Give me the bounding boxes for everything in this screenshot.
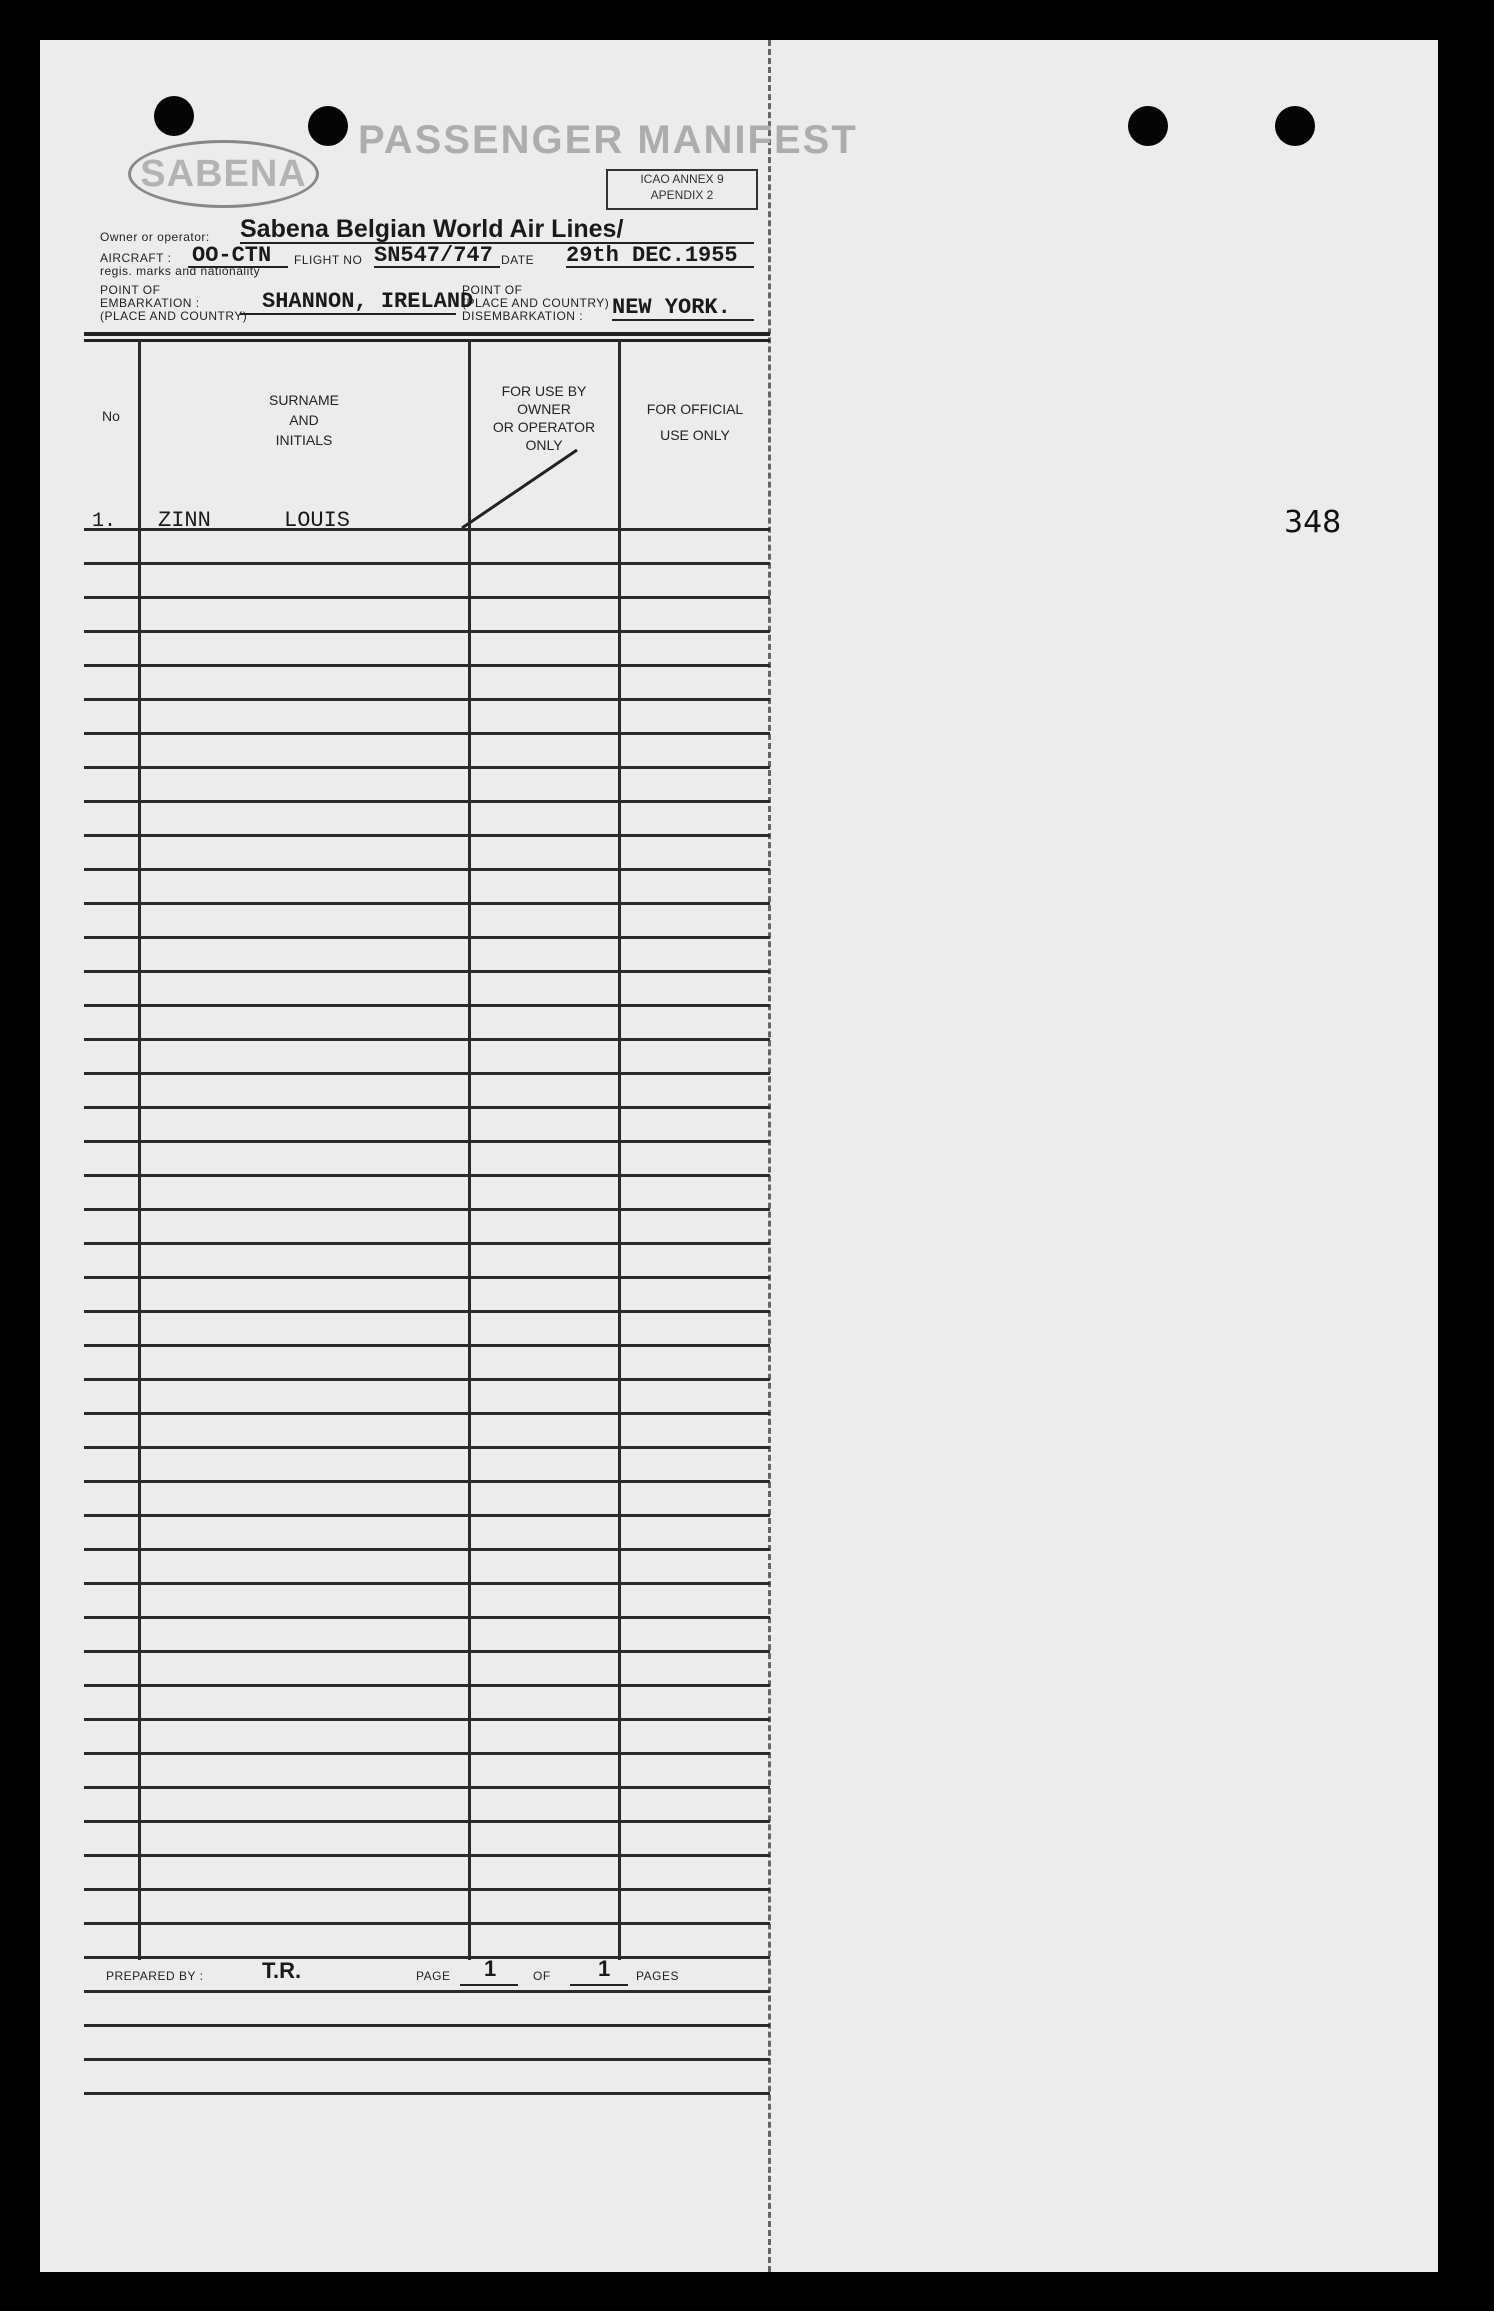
table-row-line — [84, 732, 770, 735]
table-row-line — [84, 834, 770, 837]
table-row-line — [84, 2092, 770, 2095]
header-text: ONLY — [525, 437, 563, 453]
table-row-line — [84, 596, 770, 599]
table-row-line — [84, 1174, 770, 1177]
pen-stroke — [40, 40, 780, 600]
disembark-label-2: (PLACE AND COUNTRY) — [462, 296, 610, 310]
disembark-value: NEW YORK. — [612, 295, 731, 320]
table-row-line — [84, 1854, 770, 1857]
table-row-line — [84, 1140, 770, 1143]
table-row-line — [84, 2024, 770, 2027]
table-row-line — [84, 1820, 770, 1823]
table-row-line — [84, 1480, 770, 1483]
table-row-line — [84, 1684, 770, 1687]
header-text: OR OPERATOR — [492, 419, 596, 435]
header-text: No — [102, 408, 120, 424]
table-row-line — [84, 800, 770, 803]
table-row-line — [84, 630, 770, 633]
header-text: INITIALS — [275, 432, 333, 448]
header-text: FOR OFFICIAL — [646, 401, 744, 417]
table-row-line — [84, 970, 770, 973]
table-row-line — [84, 1276, 770, 1279]
table-row-line — [84, 1956, 770, 1959]
of-underline — [570, 1984, 628, 1986]
table-row-line — [84, 1752, 770, 1755]
prepared-value: T.R. — [262, 1958, 302, 1983]
icao-line: ICAO ANNEX 9 — [640, 172, 724, 186]
table-row-line — [84, 1616, 770, 1619]
embark-value: SHANNON, IRELAND — [262, 289, 474, 314]
header-text: FOR USE BY — [501, 383, 587, 399]
flight-value: SN547/747 — [374, 243, 493, 268]
page-number-stamp: 348 — [1284, 505, 1342, 540]
header-text: SURNAME — [268, 392, 339, 408]
embark-label-2: EMBARKATION : — [100, 296, 200, 310]
header-text: USE ONLY — [660, 427, 730, 443]
owner-label: Owner or operator: — [100, 230, 210, 244]
passenger-no: 1. — [92, 510, 117, 533]
table-row-line — [84, 664, 770, 667]
table-row-line — [84, 868, 770, 871]
table-row-line — [84, 562, 770, 565]
owner-value: Sabena Belgian World Air Lines/ — [240, 215, 624, 243]
table-row-line — [84, 936, 770, 939]
table-row-line — [84, 698, 770, 701]
table-row-line — [84, 1990, 770, 1993]
embark-label-1: POINT OF — [100, 283, 161, 297]
table-row-line — [84, 1378, 770, 1381]
date-label: DATE — [501, 253, 535, 267]
disembark-label-1: POINT OF — [462, 283, 523, 297]
aircraft-sublabel: regis. marks and nationality — [100, 264, 261, 278]
aircraft-value: OO-CTN — [192, 243, 272, 268]
table-row-line — [84, 1038, 770, 1041]
disembark-label-3: DISEMBARKATION : — [462, 309, 584, 323]
header-text: AND — [289, 412, 319, 428]
page-label: PAGE — [416, 1969, 451, 1983]
passenger-surname: ZINN — [158, 508, 211, 533]
table-row-line — [84, 902, 770, 905]
page-underline — [460, 1984, 518, 1986]
table-row-line — [84, 2058, 770, 2061]
table-row-line — [84, 1412, 770, 1415]
icao-line: APENDIX 2 — [650, 188, 714, 202]
table-row-line — [84, 528, 770, 531]
table-row-line — [84, 1888, 770, 1891]
table-row-line — [84, 1582, 770, 1585]
logo-text: SABENA — [140, 152, 307, 195]
aircraft-label: AIRCRAFT : — [100, 251, 172, 265]
table-row-line — [84, 1514, 770, 1517]
table-row-line — [84, 1310, 770, 1313]
embark-label-3: (PLACE AND COUNTRY) — [100, 309, 248, 323]
table-row-line — [84, 1650, 770, 1653]
manifest-paper — [40, 40, 1438, 2272]
table-row-line — [84, 1786, 770, 1789]
of-label: OF — [533, 1969, 551, 1983]
prepared-label: PREPARED BY : — [106, 1969, 204, 1983]
punch-hole — [1128, 106, 1168, 146]
table-row-line — [84, 1106, 770, 1109]
header-text: OWNER — [517, 401, 571, 417]
table-row-line — [84, 1718, 770, 1721]
manifest-title: PASSENGER MANIFEST — [358, 118, 858, 162]
table-row-line — [84, 1548, 770, 1551]
table-row-line — [84, 766, 770, 769]
punch-hole — [1275, 106, 1315, 146]
flight-label: FLIGHT NO — [294, 253, 363, 267]
date-value: 29th DEC.1955 — [566, 243, 738, 268]
table-row-line — [84, 1004, 770, 1007]
table-row-line — [84, 1242, 770, 1245]
table-row-line — [84, 1922, 770, 1925]
passenger-initials: LOUIS — [284, 508, 351, 533]
table-row-line — [84, 1072, 770, 1075]
page-value: 1 — [484, 1956, 497, 1981]
table-row-line — [84, 1344, 770, 1347]
table-row-line — [84, 1208, 770, 1211]
table-row-line — [84, 1446, 770, 1449]
pages-label: PAGES — [636, 1969, 679, 1983]
of-value: 1 — [598, 1956, 611, 1981]
